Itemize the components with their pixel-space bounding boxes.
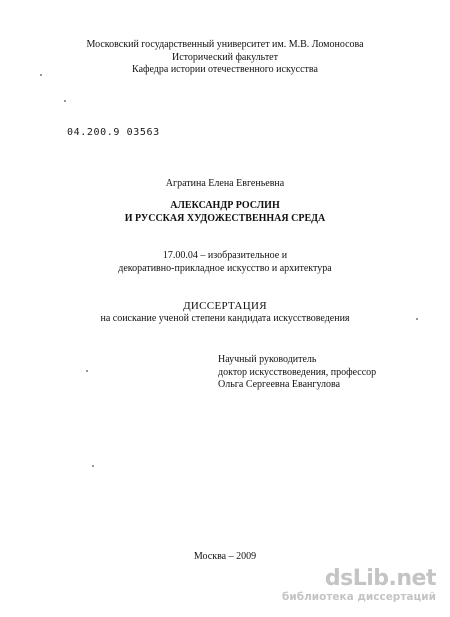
scan-speck: [64, 100, 66, 102]
watermark-tagline: библиотека диссертаций: [282, 591, 436, 603]
advisor-label: Научный руководитель: [218, 354, 317, 365]
author-name: Агратина Елена Евгеньевна: [165, 178, 285, 189]
degree-subtitle: на соискание ученой степени кандидата искусствоведения: [100, 312, 350, 324]
specialty-block: [100, 250, 350, 275]
faculty-name: Исторический факультет: [171, 51, 278, 63]
place-and-year: Москва – 2009: [193, 551, 257, 562]
title-line-1: АЛЕКСАНДР РОСЛИН: [170, 200, 280, 211]
advisor-degree: доктор искусствоведения, профессор: [218, 366, 377, 378]
department-name: Кафедра истории отечественного искусства: [132, 64, 318, 75]
dissertation-heading: ДИССЕРТАЦИЯ: [183, 300, 267, 312]
scan-speck: [416, 318, 418, 320]
dissertation-type-block: [70, 300, 380, 325]
specialty-line-2: декоративно-прикладное искусство и архитектура: [118, 262, 332, 274]
scan-speck: [40, 74, 42, 76]
specialty-line-1: 17.00.04 – изобразительное и: [162, 250, 288, 261]
advisor-name: Ольга Сергеевна Евангулова: [218, 379, 341, 390]
scan-speck: [86, 370, 88, 372]
advisor-block: [218, 354, 376, 392]
institution-header: [50, 39, 400, 77]
dslib-watermark-logo: [266, 567, 436, 607]
registration-stamp-code: 04.200.9 03563: [67, 127, 160, 138]
university-name: Московский государственный университет им. М.В. Ломоносова: [86, 39, 364, 50]
dissertation-title: [100, 199, 350, 225]
watermark-brand: dsLib.net: [324, 566, 436, 591]
title-line-2: И РУССКАЯ ХУДОЖЕСТВЕННАЯ СРЕДА: [124, 213, 326, 224]
scan-speck: [92, 465, 94, 467]
